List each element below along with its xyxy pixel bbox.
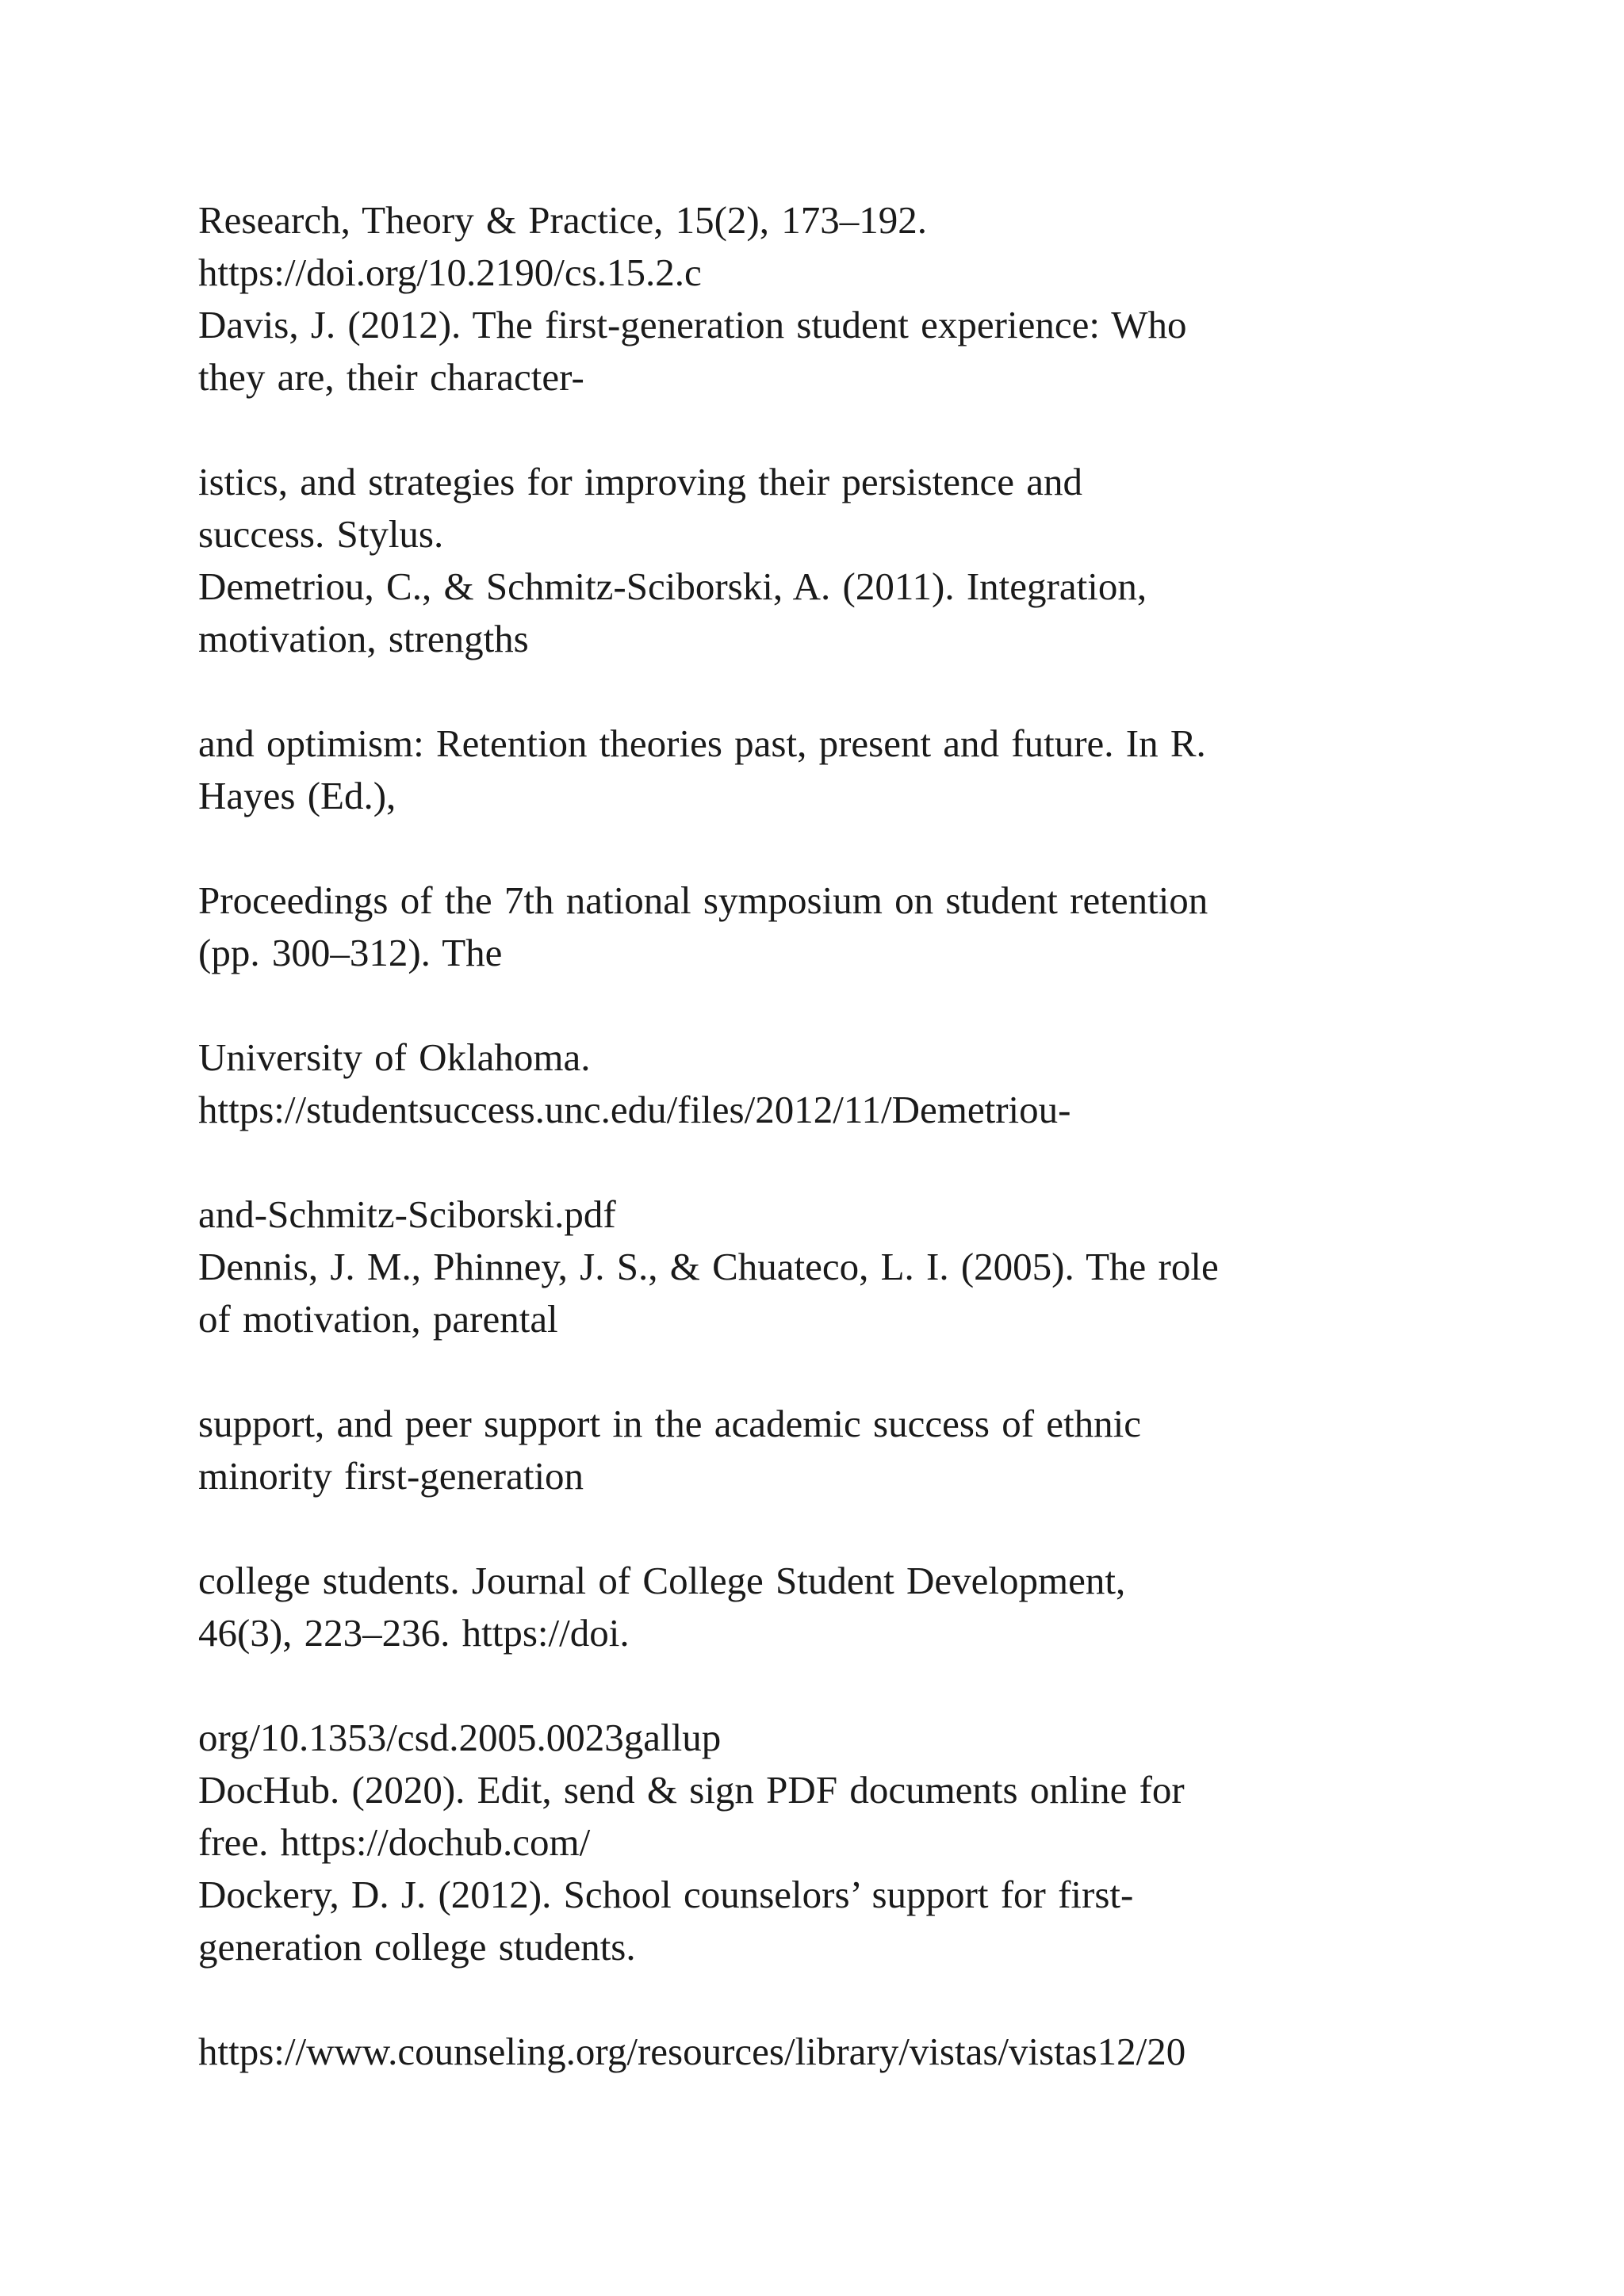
text-line: Research, Theory & Practice, 15(2), 173–192.	[198, 198, 927, 242]
text-line: college students. Journal of College Student Development,	[198, 1559, 1126, 1602]
blank-line	[198, 1502, 1467, 1555]
text-line: 46(3), 223–236. https://doi.	[198, 1611, 630, 1655]
text-line: generation college students.	[198, 1925, 636, 1969]
blank-line	[198, 1136, 1467, 1188]
text-line: Dennis, J. M., Phinney, J. S., & Chuateco, L. I. (2005). The role	[198, 1245, 1219, 1288]
text-line: Davis, J. (2012). The first-generation student experience: Who	[198, 303, 1187, 346]
text-line: istics, and strategies for improving their persistence and	[198, 460, 1083, 503]
text-line: https://doi.org/10.2190/cs.15.2.c	[198, 251, 702, 294]
text-line: free. https://dochub.com/	[198, 1820, 591, 1864]
text-line: success. Stylus.	[198, 512, 444, 556]
text-line: (pp. 300–312). The	[198, 931, 503, 974]
blank-line	[198, 1973, 1467, 2026]
text-line: Dockery, D. J. (2012). School counselors’ support for first-	[198, 1873, 1134, 1916]
text-line: minority first-generation	[198, 1454, 584, 1498]
reference-list	[198, 194, 1467, 2078]
blank-line	[198, 1345, 1467, 1398]
text-line: Demetriou, C., & Schmitz-Sciborski, A. (2011). Integration,	[198, 564, 1147, 608]
blank-line	[198, 979, 1467, 1031]
text-line: support, and peer support in the academic success of ethnic	[198, 1402, 1142, 1445]
blank-line	[198, 822, 1467, 874]
blank-line	[198, 404, 1467, 456]
text-line: of motivation, parental	[198, 1297, 558, 1341]
text-line: and optimism: Retention theories past, present and future. In R.	[198, 721, 1206, 765]
text-line: Hayes (Ed.),	[198, 774, 396, 817]
text-line: DocHub. (2020). Edit, send & sign PDF documents online for	[198, 1768, 1185, 1812]
text-line: Proceedings of the 7th national symposium on student retention	[198, 878, 1208, 922]
text-line: motivation, strengths	[198, 617, 529, 660]
text-line: https://studentsuccess.unc.edu/files/2012/11/Demetriou-	[198, 1088, 1071, 1131]
text-line: org/10.1353/csd.2005.0023gallup	[198, 1716, 722, 1759]
text-line: and-Schmitz-Sciborski.pdf	[198, 1192, 616, 1236]
blank-line	[198, 665, 1467, 718]
blank-line	[198, 1659, 1467, 1712]
text-line: they are, their character-	[198, 355, 584, 399]
text-line: University of Oklahoma.	[198, 1035, 591, 1079]
text-line: https://www.counseling.org/resources/library/vistas/vistas12/20	[198, 2030, 1186, 2073]
